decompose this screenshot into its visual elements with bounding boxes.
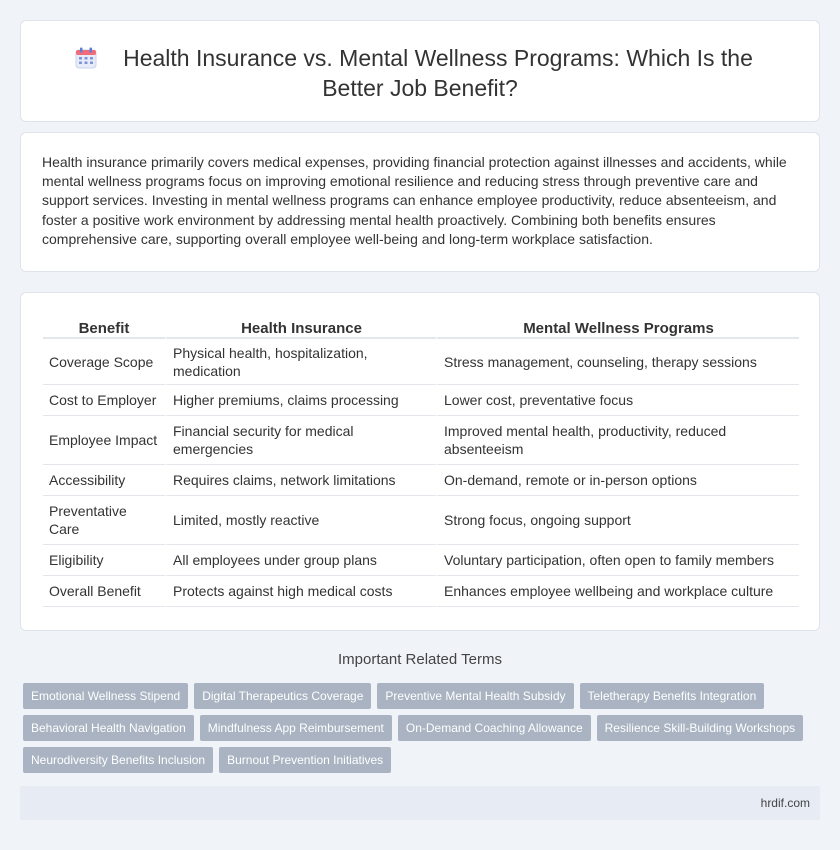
health-insurance-cell: Financial security for medical emergencies (165, 416, 436, 465)
related-terms-title: Important Related Terms (338, 651, 502, 668)
health-insurance-cell: Higher premiums, claims processing (165, 385, 436, 416)
comparison-card (20, 292, 820, 631)
intro-paragraph: Health insurance primarily covers medical expenses, providing financial protection against illnesses and accidents, while mental wellness programs focus on improving emotional resilience and reducing stress through preventive care and support services. Investing in mental wellness programs can enhance employee productivity, reduce absenteeism, and foster a positive work environment by addressing mental health proactively. Combining both benefits ensures comprehensive care, supporting overall employee well-being and long-term workplace satisfaction. (42, 154, 787, 247)
table-row (43, 465, 799, 496)
tag-neurodiversity-benefits-inclusion[interactable]: Neurodiversity Benefits Inclusion (23, 747, 213, 773)
table-row (43, 416, 799, 465)
health-insurance-cell: Protects against high medical costs (165, 576, 436, 607)
table-header-row (43, 315, 799, 339)
row-label: Coverage Scope (43, 339, 165, 385)
table-row (43, 545, 799, 576)
tag-behavioral-health-navigation[interactable]: Behavioral Health Navigation (23, 715, 194, 741)
tag-resilience-skill-building-workshops[interactable]: Resilience Skill-Building Workshops (597, 715, 804, 741)
mental-wellness-cell: Lower cost, preventative focus (436, 385, 799, 416)
mental-wellness-cell: Stress management, counseling, therapy sessions (436, 339, 799, 385)
header-health-insurance: Health Insurance (165, 315, 436, 339)
mental-wellness-cell: Enhances employee wellbeing and workplace culture (436, 576, 799, 607)
tag-mindfulness-app-reimbursement[interactable]: Mindfulness App Reimbursement (200, 715, 392, 741)
header-benefit: Benefit (43, 315, 165, 339)
table-row (43, 496, 799, 545)
row-label: Accessibility (43, 465, 165, 496)
tag-preventive-mental-health-subsidy[interactable]: Preventive Mental Health Subsidy (377, 683, 573, 709)
related-terms-tags (23, 683, 823, 773)
comparison-table (43, 315, 799, 607)
tag-emotional-wellness-stipend[interactable]: Emotional Wellness Stipend (23, 683, 188, 709)
row-label: Employee Impact (43, 416, 165, 465)
page-title-line-1: Health Insurance vs. Mental Wellness Programs: Which Is the (123, 45, 753, 71)
table-row (43, 576, 799, 607)
mental-wellness-cell: Improved mental health, productivity, reduced absenteeism (436, 416, 799, 465)
footer-site[interactable]: hrdif.com (760, 796, 810, 810)
table-row (43, 385, 799, 416)
health-insurance-cell: All employees under group plans (165, 545, 436, 576)
tag-burnout-prevention-initiatives[interactable]: Burnout Prevention Initiatives (219, 747, 391, 773)
row-label: Overall Benefit (43, 576, 165, 607)
table-row (43, 339, 799, 385)
health-insurance-cell: Requires claims, network limitations (165, 465, 436, 496)
intro-card (20, 132, 820, 272)
header-mental-wellness: Mental Wellness Programs (436, 315, 799, 339)
title-card (20, 20, 820, 122)
page-title (21, 43, 819, 103)
tag-on-demand-coaching-allowance[interactable]: On-Demand Coaching Allowance (398, 715, 591, 741)
tag-teletherapy-benefits-integration[interactable]: Teletherapy Benefits Integration (580, 683, 765, 709)
mental-wellness-cell: Strong focus, ongoing support (436, 496, 799, 545)
page-title-line-2: Better Job Benefit? (322, 75, 518, 101)
row-label: Cost to Employer (43, 385, 165, 416)
health-insurance-cell: Physical health, hospitalization, medication (165, 339, 436, 385)
mental-wellness-cell: Voluntary participation, often open to family members (436, 545, 799, 576)
row-label: Preventative Care (43, 496, 165, 545)
mental-wellness-cell: On-demand, remote or in-person options (436, 465, 799, 496)
health-insurance-cell: Limited, mostly reactive (165, 496, 436, 545)
footer (20, 786, 820, 820)
tag-digital-therapeutics-coverage[interactable]: Digital Therapeutics Coverage (194, 683, 371, 709)
row-label: Eligibility (43, 545, 165, 576)
